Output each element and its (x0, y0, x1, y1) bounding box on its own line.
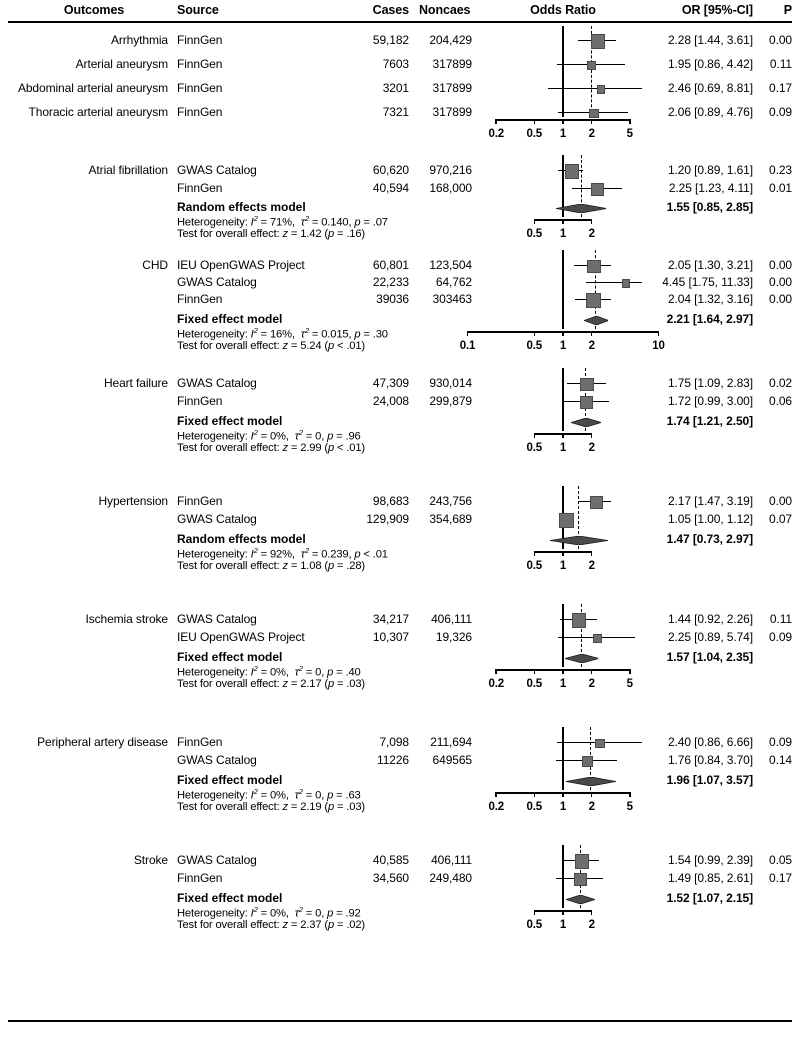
axis-tick-label: 2 (588, 919, 595, 931)
row-noncases: 19,326 (435, 630, 472, 644)
axis-tick (591, 792, 593, 797)
row-pvalue: 0.07 (769, 512, 792, 526)
row-source: IEU OpenGWAS Project (177, 258, 305, 272)
point-estimate-square (589, 109, 598, 118)
axis-tick-label: 1 (559, 919, 567, 931)
row-source: FinnGen (177, 33, 223, 47)
row-noncases: 930,014 (429, 376, 472, 390)
row-noncases: 317899 (432, 105, 472, 119)
point-estimate-square (587, 61, 597, 71)
column-header-or-ci: OR [95%-CI] (681, 3, 753, 17)
axis-tick (591, 669, 593, 674)
axis-tick (534, 219, 536, 224)
summary-diamond (571, 418, 601, 427)
axis-tick-label: 1 (559, 128, 567, 140)
row-pvalue: 0.00 (769, 292, 792, 306)
outcome-label: Thoracic arterial aneurysm (28, 105, 168, 119)
row-effect-ci: 1.75 [1.09, 2.83] (667, 376, 753, 390)
axis-tick (534, 792, 536, 797)
row-pvalue: 0.23 (769, 163, 792, 177)
axis-tick (591, 219, 593, 224)
row-source: FinnGen (177, 105, 223, 119)
heterogeneity-stats: Heterogeneity: $I^2 = 16\%$, $\tau^2 = 0.015$, p = .30 (177, 326, 388, 341)
point-estimate-square (595, 739, 605, 749)
row-cases: 7603 (382, 57, 409, 71)
row-pvalue: 0.14 (769, 753, 792, 767)
row-noncases: 64,762 (435, 275, 472, 289)
point-estimate-square (572, 613, 586, 627)
row-cases: 7,098 (379, 735, 409, 749)
axis-tick-label: 2 (588, 801, 595, 813)
summary-diamond (556, 204, 606, 213)
overall-effect-test: Test for overall effect: z = 2.19 (p = .03) (177, 801, 366, 813)
row-cases: 47,309 (372, 376, 409, 390)
axis-tick-label: 5 (626, 678, 633, 690)
outcome-label: Stroke (133, 853, 168, 867)
outcome-label: Arrhythmia (110, 33, 168, 47)
axis-tick (591, 331, 593, 336)
axis-tick (591, 433, 593, 438)
axis-tick-label: 1 (559, 442, 567, 454)
row-effect-ci: 2.05 [1.30, 3.21] (667, 258, 753, 272)
axis-tick-label: 0.5 (526, 128, 542, 140)
outcome-label: Hypertension (98, 494, 168, 508)
row-pvalue: 0.02 (769, 376, 792, 390)
axis-tick-label: 1 (559, 340, 567, 352)
axis-tick-label: 0.5 (526, 919, 542, 931)
row-noncases: 249,480 (429, 871, 472, 885)
model-effect-ci: 1.52 [1.07, 2.15] (666, 891, 753, 905)
row-effect-ci: 2.25 [1.23, 4.11] (668, 181, 753, 195)
axis-tick (629, 119, 631, 124)
row-noncases: 317899 (432, 57, 472, 71)
column-header-odds-ratio: Odds Ratio (530, 3, 596, 17)
null-line (562, 604, 564, 667)
row-pvalue: 0.00 (769, 494, 792, 508)
row-cases: 24,008 (372, 394, 409, 408)
axis-tick (495, 669, 497, 674)
row-effect-ci: 2.17 [1.47, 3.19] (667, 494, 753, 508)
point-estimate-square (582, 756, 594, 768)
axis-tick-label: 0.5 (526, 340, 542, 352)
row-pvalue: 0.06 (769, 394, 792, 408)
point-estimate-square (565, 164, 579, 178)
outcome-label: Peripheral artery disease (37, 735, 168, 749)
outcome-label: Atrial fibrillation (88, 163, 168, 177)
row-effect-ci: 2.40 [0.86, 6.66] (667, 735, 753, 749)
axis-tick-label: 2 (588, 678, 595, 690)
row-effect-ci: 1.44 [0.92, 2.26] (667, 612, 753, 626)
model-effect-ci: 1.55 [0.85, 2.85] (666, 200, 753, 214)
point-estimate-square (593, 634, 602, 643)
axis-tick-label: 0.5 (526, 442, 542, 454)
row-effect-ci: 2.06 [0.89, 4.76] (667, 105, 753, 119)
row-pvalue: 0.00 (769, 275, 792, 289)
row-source: FinnGen (177, 292, 223, 306)
row-cases: 40,594 (372, 181, 409, 195)
overall-effect-test: Test for overall effect: z = 1.42 (p = .16) (177, 228, 366, 240)
axis-tick (591, 119, 593, 124)
axis-tick (562, 669, 564, 674)
point-estimate-square (587, 260, 601, 274)
axis-tick (562, 433, 564, 438)
row-cases: 10,307 (372, 630, 409, 644)
row-pvalue: 0.00 (769, 258, 792, 272)
axis-tick-label: 0.5 (526, 801, 542, 813)
row-cases: 39036 (376, 292, 409, 306)
axis-tick-label: 2 (588, 128, 595, 140)
axis-tick (629, 792, 631, 797)
outcome-label: Abdominal arterial aneurysm (17, 81, 168, 95)
row-effect-ci: 1.54 [0.99, 2.39] (667, 853, 753, 867)
point-estimate-square (586, 293, 600, 307)
confidence-interval-line (548, 88, 642, 90)
axis-tick-label: 1 (559, 560, 567, 572)
row-pvalue: 0.17 (769, 81, 792, 95)
row-source: FinnGen (177, 81, 223, 95)
outcome-label: CHD (142, 258, 168, 272)
row-pvalue: 0.00 (769, 33, 792, 47)
row-pvalue: 0.09 (769, 735, 792, 749)
row-cases: 60,801 (372, 258, 409, 272)
null-line (562, 368, 564, 431)
axis-tick-label: 1 (559, 801, 567, 813)
row-effect-ci: 1.49 [0.85, 2.61] (667, 871, 753, 885)
row-effect-ci: 1.05 [1.00, 1.12] (667, 512, 753, 526)
axis-tick (495, 119, 497, 124)
confidence-interval-line (586, 282, 642, 284)
horizontal-rule (8, 21, 792, 23)
heterogeneity-stats: Heterogeneity: $I^2 = 92\%$, $\tau^2 = 0.239$, p < .01 (177, 546, 388, 561)
outcome-label: Heart failure (103, 376, 168, 390)
row-pvalue: 0.01 (769, 181, 792, 195)
row-source: FinnGen (177, 494, 223, 508)
axis-tick-label: 5 (626, 801, 633, 813)
outcome-label: Arterial aneurysm (75, 57, 168, 71)
axis-tick (467, 331, 469, 336)
row-source: GWAS Catalog (177, 512, 257, 526)
row-effect-ci: 1.72 [0.99, 3.00] (667, 394, 753, 408)
axis-tick-label: 1 (559, 678, 567, 690)
axis-tick (562, 910, 564, 915)
row-effect-ci: 1.20 [0.89, 1.61] (667, 163, 753, 177)
row-noncases: 406,111 (431, 853, 472, 867)
column-header-source: Source (177, 3, 219, 17)
row-source: FinnGen (177, 735, 223, 749)
model-effect-ci: 2.21 [1.64, 2.97] (666, 312, 753, 326)
axis-tick-label: 5 (626, 128, 633, 140)
row-noncases: 211,694 (430, 735, 472, 749)
model-title: Random effects model (177, 532, 306, 546)
row-source: FinnGen (177, 871, 223, 885)
axis-tick (534, 669, 536, 674)
point-estimate-square (580, 396, 593, 409)
row-source: GWAS Catalog (177, 612, 257, 626)
axis-tick (591, 910, 593, 915)
row-cases: 129,909 (366, 512, 409, 526)
outcome-label: Ischemia stroke (85, 612, 168, 626)
overall-effect-test: Test for overall effect: z = 2.17 (p = .03) (177, 678, 366, 690)
axis-tick (562, 119, 564, 124)
null-line (562, 727, 564, 790)
axis-tick-label: 10 (652, 340, 665, 352)
axis-tick-label: 0.1 (459, 340, 476, 352)
model-effect-ci: 1.57 [1.04, 2.35] (666, 650, 753, 664)
model-effect-ci: 1.96 [1.07, 3.57] (666, 773, 753, 787)
row-noncases: 243,756 (429, 494, 472, 508)
row-cases: 22,233 (372, 275, 409, 289)
summary-diamond (550, 536, 608, 545)
point-estimate-square (575, 854, 589, 868)
axis-tick (562, 792, 564, 797)
point-estimate-square (580, 378, 594, 392)
row-cases: 11226 (377, 753, 409, 767)
row-source: GWAS Catalog (177, 275, 257, 289)
model-title: Fixed effect model (177, 650, 283, 664)
row-noncases: 168,000 (429, 181, 472, 195)
axis-tick (534, 331, 536, 336)
summary-diamond (566, 895, 595, 904)
row-cases: 34,560 (372, 871, 409, 885)
row-cases: 7321 (382, 105, 409, 119)
model-title: Random effects model (177, 200, 306, 214)
axis-tick (495, 792, 497, 797)
axis-tick-label: 1 (559, 228, 567, 240)
summary-diamond (566, 777, 616, 786)
row-pvalue: 0.05 (769, 853, 792, 867)
row-cases: 34,217 (372, 612, 409, 626)
row-noncases: 123,504 (429, 258, 472, 272)
row-noncases: 299,879 (429, 394, 472, 408)
row-source: GWAS Catalog (177, 853, 257, 867)
overall-effect-test: Test for overall effect: z = 5.24 (p < .01) (177, 340, 366, 352)
row-noncases: 970,216 (429, 163, 472, 177)
axis-tick-label: 2 (588, 228, 595, 240)
row-effect-ci: 2.04 [1.32, 3.16] (667, 292, 753, 306)
axis-tick-label: 2 (588, 340, 595, 352)
axis-tick-label: 0.5 (526, 228, 542, 240)
axis-tick-label: 2 (588, 442, 595, 454)
point-estimate-square (591, 34, 606, 49)
null-line (562, 845, 564, 908)
heterogeneity-stats: Heterogeneity: $I^2 = 71\%$, $\tau^2 = 0.140$, p = .07 (177, 214, 388, 229)
heterogeneity-stats: Heterogeneity: $I^2 = 0\%$, $\tau^2 = 0$, p = .63 (177, 787, 361, 802)
row-cases: 59,182 (372, 33, 409, 47)
row-cases: 60,620 (372, 163, 409, 177)
model-title: Fixed effect model (177, 773, 283, 787)
row-effect-ci: 4.45 [1.75, 11.33] (662, 275, 753, 289)
row-noncases: 303463 (432, 292, 472, 306)
row-source: GWAS Catalog (177, 163, 257, 177)
point-estimate-square (597, 85, 605, 93)
row-noncases: 406,111 (431, 612, 472, 626)
axis-tick (658, 331, 660, 336)
row-pvalue: 0.11 (769, 57, 792, 71)
column-header-p: P (783, 3, 792, 17)
column-header-noncases: Noncaes (419, 3, 471, 17)
row-pvalue: 0.09 (769, 105, 792, 119)
point-estimate-square (574, 873, 586, 885)
row-effect-ci: 2.25 [0.89, 5.74] (667, 630, 753, 644)
row-cases: 40,585 (372, 853, 409, 867)
row-pvalue: 0.11 (769, 612, 792, 626)
row-noncases: 317899 (432, 81, 472, 95)
axis-tick-label: 0.2 (488, 678, 504, 690)
row-effect-ci: 2.46 [0.69, 8.81] (667, 81, 753, 95)
overall-effect-test: Test for overall effect: z = 2.37 (p = .02) (177, 919, 366, 931)
row-noncases: 204,429 (429, 33, 472, 47)
point-estimate-square (559, 513, 574, 528)
null-line (562, 26, 564, 117)
row-effect-ci: 1.95 [0.86, 4.42] (667, 57, 753, 71)
column-header-outcomes: Outcomes (63, 3, 125, 17)
row-source: GWAS Catalog (177, 376, 257, 390)
axis-tick-label: 0.2 (488, 801, 504, 813)
axis-tick (534, 910, 536, 915)
row-source: GWAS Catalog (177, 753, 257, 767)
row-noncases: 649565 (432, 753, 472, 767)
axis-tick (591, 551, 593, 556)
overall-effect-test: Test for overall effect: z = 1.08 (p = .28) (177, 560, 366, 572)
axis-tick-label: 0.5 (526, 678, 542, 690)
summary-diamond (565, 654, 599, 663)
model-title: Fixed effect model (177, 891, 283, 905)
row-source: FinnGen (177, 394, 223, 408)
row-effect-ci: 2.28 [1.44, 3.61] (667, 33, 753, 47)
point-estimate-square (590, 496, 603, 509)
row-cases: 98,683 (372, 494, 409, 508)
row-pvalue: 0.09 (769, 630, 792, 644)
heterogeneity-stats: Heterogeneity: $I^2 = 0\%$, $\tau^2 = 0$, p = .92 (177, 905, 361, 920)
axis-tick (534, 433, 536, 438)
axis-tick-label: 0.5 (526, 560, 542, 572)
column-header-cases: Cases (372, 3, 409, 17)
axis-tick (534, 551, 536, 556)
row-source: FinnGen (177, 181, 223, 195)
model-effect-ci: 1.47 [0.73, 2.97] (666, 532, 753, 546)
axis-tick (534, 119, 536, 124)
model-title: Fixed effect model (177, 414, 283, 428)
axis-tick-label: 2 (588, 560, 595, 572)
horizontal-rule (8, 1020, 792, 1022)
row-pvalue: 0.17 (769, 871, 792, 885)
point-estimate-square (622, 279, 631, 288)
heterogeneity-stats: Heterogeneity: $I^2 = 0\%$, $\tau^2 = 0$, p = .40 (177, 664, 361, 679)
point-estimate-square (591, 183, 603, 195)
model-title: Fixed effect model (177, 312, 283, 326)
row-noncases: 354,689 (429, 512, 472, 526)
null-line (562, 250, 564, 329)
row-source: FinnGen (177, 57, 223, 71)
axis-tick (562, 551, 564, 556)
heterogeneity-stats: Heterogeneity: $I^2 = 0\%$, $\tau^2 = 0$, p = .96 (177, 428, 361, 443)
summary-diamond (584, 316, 609, 325)
axis-tick (562, 219, 564, 224)
axis-tick (562, 331, 564, 336)
row-source: IEU OpenGWAS Project (177, 630, 305, 644)
model-effect-ci: 1.74 [1.21, 2.50] (666, 414, 753, 428)
overall-effect-test: Test for overall effect: z = 2.99 (p < .01) (177, 442, 366, 454)
row-effect-ci: 1.76 [0.84, 3.70] (667, 753, 753, 767)
axis-tick (629, 669, 631, 674)
axis-tick-label: 0.2 (488, 128, 504, 140)
row-cases: 3201 (382, 81, 409, 95)
